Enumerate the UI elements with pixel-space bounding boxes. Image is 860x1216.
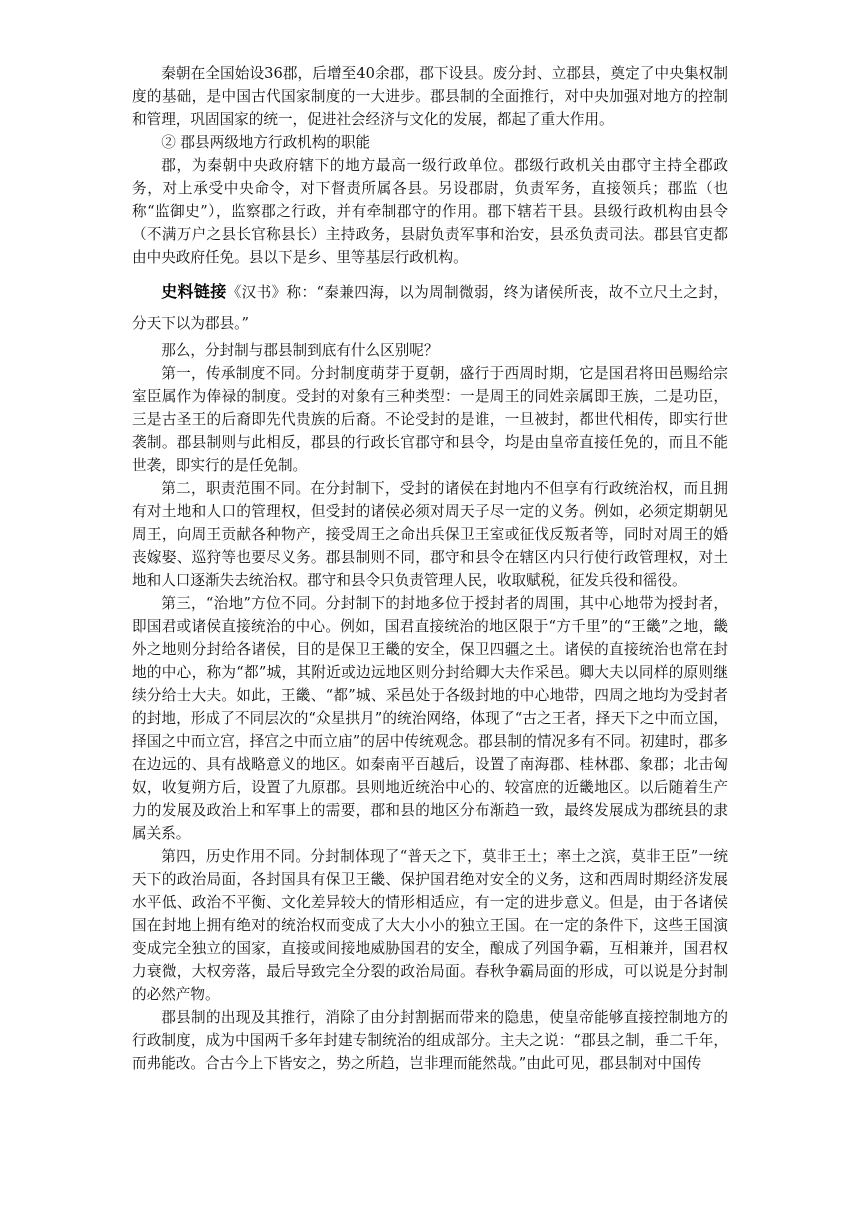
source-link-text: 《汉书》称：“秦兼四海，以为周制微弱，终为诸侯所丧，故不立尺土之封，分天下以为郡县。” — [132, 284, 728, 332]
section-heading: ② 郡县两级地方行政机构的职能 — [161, 134, 371, 151]
source-link-paragraph — [132, 276, 728, 339]
source-link-label: 史料链接 — [161, 282, 227, 301]
paragraph-question: 那么，分封制与郡县制到底有什么区别呢？ — [161, 342, 439, 359]
paragraph-intro: 秦朝在全国始设36郡，后增至40余郡，郡下设县。废分封、立郡县，奠定了中央集权制度的基础，是中国古代国家制度的一大进步。郡县制的全面推行，对中央加强对地方的控制和管理，巩固国家的统一，促进社会经济与文化的发展，都起了重大作用。 — [132, 65, 728, 128]
document-page — [132, 62, 728, 1075]
paragraph-conclusion: 郡县制的出现及其推行，消除了由分封割据而带来的隐患，使皇帝能够直接控制地方的行政制度，成为中国两千多年封建专制统治的组成部分。主夫之说：“郡县之制，垂二千年，而弗能改。合古今上下皆安之，势之所趋，岂非理而能然哉。”由此可见，郡县制对中国传 — [132, 1009, 728, 1072]
paragraph-prefecture: 郡，为秦朝中央政府辖下的地方最高一级行政单位。郡级行政机关由郡守主持全郡政务，对上承受中央命令，对下督责所属各县。另设郡尉，负责军务，直接领兵；郡监（也称“监御史”），监察郡之行政，并有牵制郡守的作用。郡下辖若干县。县级行政机构由县令（不满万户之县长官称县长）主持政务，县尉负责军事和治安，县丞负责司法。郡县官吏都由中央政府任免。县以下是乡、里等基层行政机构。 — [132, 157, 728, 266]
paragraph-fourth: 第四，历史作用不同。分封制体现了“普天之下，莫非王土；率土之滨，莫非王臣”一统天下的政治局面，各封国具有保卫王畿、保护国君绝对安全的义务，这和西周时期经济发展水平低、政治不平衡、文化差异较大的情形相适应，有一定的进步意义。但是，由于各诸侯国在封地上拥有绝对的统治权而变成了大大小小的独立王国。在一定的条件下，这些王国演变成完全独立的国家，直接或间接地威胁国君的安全，酿成了列国争霸，互相兼并，国君权力衰微，大权旁落，最后导致完全分裂的政治局面。春秋争霸局面的形成，可以说是分封制的必然产物。 — [132, 848, 728, 1003]
paragraph-first: 第一，传承制度不同。分封制度萌芽于夏朝，盛行于西周时期，它是国君将田邑赐给宗室臣属作为俸禄的制度。受封的对象有三种类型：一是周王的同姓亲属即王族，二是功臣，三是古圣王的后裔即先代贵族的后裔。不论受封的是谁，一旦被封，都世代相传，即实行世袭制。郡县制则与此相反，郡县的行政长官郡守和县令，均是由皇帝直接任免的，而且不能世袭，即实行的是任免制。 — [132, 365, 728, 474]
paragraph-second: 第二，职责范围不同。在分封制下，受封的诸侯在封地内不但享有行政统治权，而且拥有对土地和人口的管理权，但受封的诸侯必须对周天子尽一定的义务。例如，必须定期朝见周王，向周王贡献各种物产，接受周王之命出兵保卫王室或征伐反叛者等，同时对周王的婚丧嫁娶、巡狩等也要尽义务。郡县制则不同，郡守和县令在辖区内只行使行政管理权，对土地和人口逐渐失去统治权。郡守和县令只负责管理人民，收取赋税，征发兵役和徭役。 — [132, 480, 728, 589]
paragraph-third: 第三，“治地”方位不同。分封制下的封地多位于授封者的周围，其中心地带为授封者，即国君或诸侯直接统治的中心。例如，国君直接统治的地区限于“方千里”的“王畿”之地，畿外之地则分封给各诸侯，目的是保卫王畿的安全，保卫四疆之土。诸侯的直接统治也常在封地的中心，称为“都”城，其附近或边远地区则分封给卿大夫作采邑。卿大夫以同样的原则继续分给士大夫。如此，王畿、“都”城、采邑处于各级封地的中心地带，四周之地均为受封者的封地，形成了不同层次的“众星拱月”的统治网络，体现了“古之王者，择天下之中而立国，择国之中而立宫，择宫之中而立庙”的居中传统观念。郡县制的情况多有不同。初建时，郡多在边远的、具有战略意义的地区。如秦南平百越后，设置了南海郡、桂林郡、象郡；北击匈奴，收复朔方后，设置了九原郡。县则地近统治中心的、较富庶的近畿地区。以后随着生产力的发展及政治上和军事上的需要，郡和县的地区分布渐趋一致，最终发展成为郡统县的隶属关系。 — [132, 595, 728, 842]
